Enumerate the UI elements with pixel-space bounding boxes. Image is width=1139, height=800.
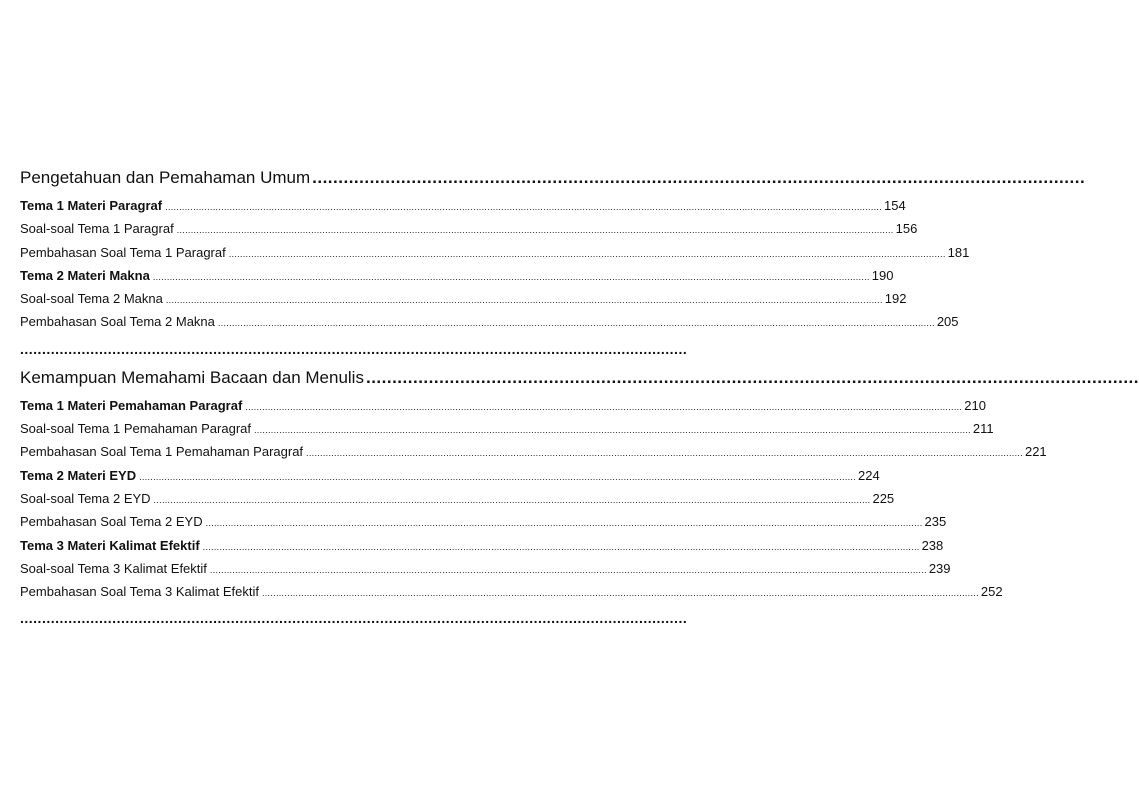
entry-label: Pembahasan Soal Tema 1 Pemahaman Paragraf bbox=[20, 444, 304, 460]
entry-page-number: 225 bbox=[872, 490, 895, 506]
section-title: Kemampuan Memahami Bacaan dan Menulis bbox=[20, 367, 364, 387]
section-heading[interactable] bbox=[20, 366, 1139, 390]
entry-label: Tema 1 Materi Paragraf bbox=[20, 198, 163, 213]
dot-leader: .................................................................................................................................................... bbox=[365, 367, 1139, 387]
entry-label: Soal-soal Tema 1 Paragraf bbox=[20, 221, 174, 237]
entry-page-number: 205 bbox=[936, 314, 959, 330]
dot-leader: ................................................................................................................................................................................................................................................................ bbox=[139, 471, 857, 482]
toc-entry[interactable] bbox=[20, 394, 986, 417]
dot-leader: ................................................................................................................................................................................................................................................................ bbox=[228, 248, 946, 259]
entry-label: Tema 3 Materi Kalimat Efektif bbox=[20, 537, 200, 553]
entry-page-number: 154 bbox=[884, 198, 906, 213]
dot-leader: ................................................................................................................................................................................................................................................................ bbox=[205, 518, 923, 529]
toc-section-reading-writing bbox=[20, 366, 1139, 634]
toc-section-general-knowledge bbox=[20, 166, 1086, 364]
dot-leader: ................................................................................................................................................................................................................................................................ bbox=[153, 494, 871, 505]
toc-entry[interactable] bbox=[20, 534, 944, 557]
entry-page-number: 224 bbox=[858, 467, 880, 483]
toc-entry[interactable] bbox=[20, 487, 895, 510]
dot-leader: ................................................................................................................................................................................................................................................................ bbox=[152, 271, 870, 282]
toc-entry[interactable] bbox=[20, 264, 894, 287]
entry-page-number: 211 bbox=[972, 421, 994, 437]
dot-leader: ................................................................................................................................................................................................................................................................ bbox=[202, 541, 920, 552]
toc-entry[interactable] bbox=[20, 287, 907, 310]
entry-label: Pembahasan Soal Tema 2 Makna bbox=[20, 314, 215, 330]
entry-page-number: 192 bbox=[884, 291, 907, 307]
toc-entry[interactable] bbox=[20, 194, 906, 217]
section-separator-dots: ........................................................................................................................................................ bbox=[20, 340, 688, 357]
dot-leader: ................................................................................................................................................................................................................................................................ bbox=[217, 318, 935, 329]
toc-entry[interactable] bbox=[20, 417, 994, 440]
entry-label: Soal-soal Tema 2 EYD bbox=[20, 490, 151, 506]
entry-label: Tema 1 Materi Pemahaman Paragraf bbox=[20, 397, 243, 413]
entry-page-number: 239 bbox=[928, 560, 951, 576]
toc-entry[interactable] bbox=[20, 557, 951, 580]
entry-label: Soal-soal Tema 1 Pemahaman Paragraf bbox=[20, 421, 251, 437]
toc-entry[interactable] bbox=[20, 310, 959, 333]
entry-page-number: 238 bbox=[921, 537, 944, 553]
entry-label: Pembahasan Soal Tema 2 EYD bbox=[20, 514, 203, 530]
entry-page-number: 210 bbox=[964, 397, 986, 413]
entry-page-number: 221 bbox=[1024, 444, 1047, 460]
dot-leader: ................................................................................................................................................................................................................................................................ bbox=[209, 564, 927, 575]
entry-label: Pembahasan Soal Tema 1 Paragraf bbox=[20, 244, 226, 260]
entry-label: Soal-soal Tema 3 Kalimat Efektif bbox=[20, 560, 207, 576]
toc-entry[interactable] bbox=[20, 217, 918, 240]
dot-leader: ................................................................................................................................................................................................................................................................ bbox=[306, 448, 1023, 459]
entry-label: Tema 2 Materi EYD bbox=[20, 467, 137, 483]
section-separator-dots: ........................................................................................................................................................ bbox=[20, 610, 688, 627]
toc-entry[interactable] bbox=[20, 464, 880, 487]
entry-page-number: 156 bbox=[895, 221, 918, 237]
dot-leader: ................................................................................................................................................................................................................................................................ bbox=[254, 425, 971, 436]
entry-page-number: 190 bbox=[871, 267, 894, 283]
section-title: Pengetahuan dan Pemahaman Umum bbox=[20, 168, 311, 187]
table-of-contents bbox=[20, 166, 1139, 633]
toc-entry[interactable] bbox=[20, 241, 970, 264]
section-heading[interactable] bbox=[20, 166, 1086, 190]
entry-page-number: 235 bbox=[924, 514, 947, 530]
toc-entry[interactable] bbox=[20, 580, 1003, 603]
dot-leader: ................................................................................................................................................................................................................................................................ bbox=[176, 225, 894, 236]
dot-leader: .................................................................................................................................................... bbox=[312, 168, 1086, 187]
toc-entry[interactable] bbox=[20, 440, 1047, 463]
dot-leader: ................................................................................................................................................................................................................................................................ bbox=[261, 588, 979, 599]
toc-entry[interactable] bbox=[20, 510, 947, 533]
dot-leader: ................................................................................................................................................................................................................................................................ bbox=[165, 295, 883, 306]
dot-leader: ................................................................................................................................................................................................................................................................ bbox=[245, 401, 963, 412]
entry-label: Pembahasan Soal Tema 3 Kalimat Efektif bbox=[20, 584, 259, 600]
entry-page-number: 252 bbox=[980, 584, 1003, 600]
dot-leader: ................................................................................................................................................................................................................................................................ bbox=[165, 202, 883, 212]
entry-page-number: 181 bbox=[947, 244, 970, 260]
entry-label: Soal-soal Tema 2 Makna bbox=[20, 291, 163, 307]
entry-label: Tema 2 Materi Makna bbox=[20, 267, 150, 283]
